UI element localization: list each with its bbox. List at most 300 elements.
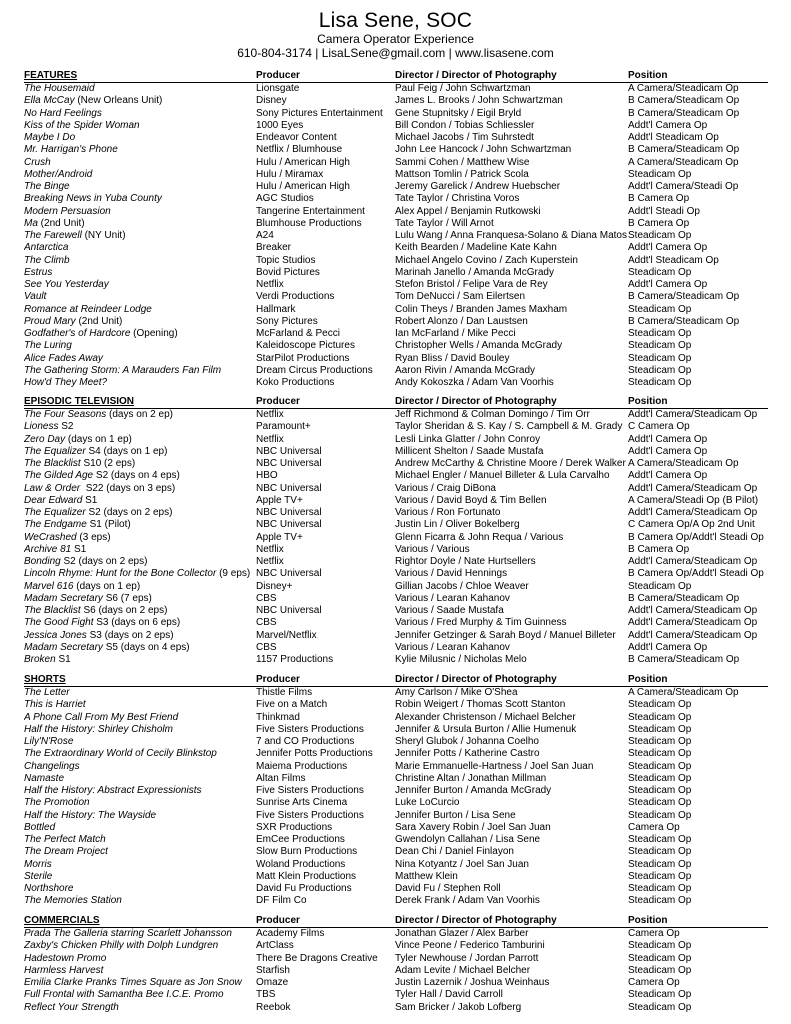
credit-producer: Hulu / American High — [256, 181, 350, 192]
credit-row — [24, 736, 768, 748]
credit-position: Addt'l Camera/Steadi Op — [628, 181, 739, 192]
credit-director: Christopher Wells / Amanda McGrady — [395, 340, 563, 352]
credit-position: Steadicam Op — [628, 834, 692, 845]
credit-title: Full Frontal with Samantha Bee I.C.E. Promo — [24, 989, 224, 1001]
credit-note: (New Orleans Unit) — [74, 95, 163, 107]
credit-title-cell — [24, 458, 252, 470]
credit-producer: Tangerine Entertainment — [256, 205, 365, 217]
credit-position: B Camera/Steadicam Op — [628, 107, 740, 119]
resume-subtitle: Camera Operator Experience — [317, 32, 474, 46]
credit-director: Gwendolyn Callahan / Lisa Sene — [395, 834, 541, 845]
credit-row — [24, 279, 768, 291]
credit-director: John Lee Hancock / John Schwartzman — [395, 144, 572, 156]
credit-title-cell — [24, 353, 252, 365]
credit-row — [24, 267, 768, 279]
credit-director: Michael Jacobs / Tim Suhrstedt — [395, 132, 534, 143]
credit-title-cell — [24, 895, 252, 907]
credit-director: Rightor Doyle / Nate Hurtsellers — [395, 556, 536, 567]
credit-director: Jennifer Potts / Katherine Castro — [395, 748, 540, 760]
credit-row — [24, 365, 768, 377]
credit-producer: There Be Dragons Creative — [256, 952, 378, 964]
credit-title: Hadestown Promo — [24, 952, 107, 964]
credit-director: Alexander Christenson / Michael Belcher — [395, 711, 576, 723]
credit-note: (days on 1 ep) — [65, 433, 132, 445]
credit-producer: Five Sisters Productions — [256, 723, 364, 735]
credit-producer: Blumhouse Productions — [256, 217, 362, 229]
credit-position: Steadicam Op — [628, 809, 692, 821]
credit-director: Colin Theys / Branden James Maxham — [395, 303, 568, 315]
credit-position: Camera Op — [628, 928, 680, 939]
credit-producer: 1157 Productions — [256, 654, 334, 665]
credit-row — [24, 316, 768, 328]
credit-producer: Netflix — [256, 556, 284, 567]
credit-title-cell — [24, 834, 252, 846]
credit-row — [24, 724, 768, 736]
credit-title: Law & Order — [24, 482, 81, 494]
credit-position: Steadicam Op — [628, 883, 692, 894]
credit-row — [24, 483, 768, 495]
column-producer: Producer — [256, 674, 300, 685]
credit-row — [24, 328, 768, 340]
credit-title-cell — [24, 169, 252, 181]
credit-row — [24, 340, 768, 352]
credit-title: Half the History: Abstract Expressionists — [24, 785, 202, 796]
credit-note: S10 (2 eps) — [80, 458, 136, 469]
credit-title-cell — [24, 340, 252, 352]
credit-position: Addt'l Camera/Steadicam Op — [628, 482, 758, 494]
credit-title: The Equalizer — [24, 507, 86, 518]
credit-title: Madam Secretary — [24, 592, 103, 604]
credit-director: Sam Bricker / Jakob Lofberg — [395, 1001, 522, 1013]
credit-director: Various / Learan Kahanov — [395, 592, 510, 604]
credit-title: The Blacklist — [24, 605, 81, 616]
credit-position: Steadicam Op — [628, 1001, 692, 1013]
credit-title-cell — [24, 568, 252, 580]
credit-title: Broken — [24, 654, 56, 665]
credit-row — [24, 883, 768, 895]
credit-producer: Disney+ — [256, 580, 293, 592]
column-position: Position — [628, 396, 668, 407]
credit-row — [24, 642, 768, 654]
credit-title-cell — [24, 977, 252, 989]
credit-row — [24, 132, 768, 144]
credit-note: S2 — [58, 421, 74, 433]
credit-title-cell — [24, 581, 252, 593]
section-commercials — [24, 915, 768, 1014]
credit-title: Sterile — [24, 870, 53, 882]
credit-director: James L. Brooks / John Schwartzman — [395, 95, 563, 107]
credit-title: The Binge — [24, 181, 70, 192]
credit-position: Addt'l Camera/Steadicam Op — [628, 556, 758, 567]
credit-title-cell — [24, 883, 252, 895]
credit-producer: Netflix — [256, 543, 284, 555]
credit-title: Modern Persuasion — [24, 205, 111, 217]
credit-position: Addt'l Steadicam Op — [628, 254, 719, 266]
credit-title-cell — [24, 193, 252, 205]
credit-producer: NBC Universal — [256, 445, 322, 457]
credit-position: Steadicam Op — [628, 952, 692, 964]
column-director: Director / Director of Photography — [395, 674, 557, 685]
contact-line: 610-804-3174 | LisaLSene@gmail.com | www.lisasene.com — [237, 46, 554, 60]
column-director: Director / Director of Photography — [395, 915, 557, 926]
credit-director: Justin Lazernik / Joshua Weinhaus — [395, 977, 550, 988]
credit-director: Jennifer & Ursula Burton / Allie Humenuk — [395, 723, 577, 735]
credit-producer: EmCee Productions — [256, 834, 345, 845]
credit-position: Steadicam Op — [628, 895, 692, 907]
credit-row — [24, 556, 768, 568]
credit-producer: Five on a Match — [256, 699, 328, 711]
credit-row — [24, 206, 768, 218]
credit-producer: Hulu / American High — [256, 156, 350, 168]
credit-title: Namaste — [24, 772, 65, 784]
credit-producer: Slow Burn Productions — [256, 846, 358, 858]
credit-title-cell — [24, 965, 252, 977]
credit-position: B Camera Op — [628, 543, 690, 555]
credit-director: Bill Condon / Tobias Schliessler — [395, 119, 535, 131]
credit-director: Lulu Wang / Anna Franquesa-Solano & Diana Matos — [395, 230, 627, 241]
credit-position: Steadicam Op — [628, 328, 692, 339]
section-title: EPISODIC TELEVISION — [24, 396, 135, 407]
credit-producer: AGC Studios — [256, 193, 314, 205]
credit-director: Various / Ron Fortunato — [395, 507, 501, 518]
credit-title: The Dream Project — [24, 846, 108, 858]
credit-position: Steadicam Op — [628, 168, 692, 180]
credit-row — [24, 409, 768, 421]
credit-producer: Maiema Productions — [256, 760, 348, 772]
credit-title-cell — [24, 446, 252, 458]
credit-title: The Luring — [24, 340, 72, 352]
credit-title: The Climb — [24, 254, 70, 266]
credit-position: Steadicam Op — [628, 711, 692, 723]
credit-title-cell — [24, 304, 252, 316]
credit-producer: Academy Films — [256, 928, 325, 939]
credit-position: Addt'l Camera/Steadicam Op — [628, 409, 758, 420]
credit-title-cell — [24, 748, 252, 760]
credit-title-cell — [24, 761, 252, 773]
credit-position: Steadicam Op — [628, 858, 692, 870]
credit-row — [24, 1002, 768, 1014]
credit-title-cell — [24, 421, 252, 433]
credit-director: Justin Lin / Oliver Bokelberg — [395, 519, 520, 531]
credit-producer: NBC Universal — [256, 568, 322, 580]
credit-title: Mr. Harrigan's Phone — [24, 144, 118, 156]
credit-producer: Koko Productions — [256, 377, 335, 388]
credit-producer: Sunrise Arts Cinema — [256, 797, 348, 809]
column-position: Position — [628, 674, 668, 685]
credit-position: A Camera/Steadicam Op — [628, 83, 739, 94]
credit-position: Steadicam Op — [628, 723, 692, 735]
credit-note: (Opening) — [130, 328, 178, 339]
credit-producer: Woland Productions — [256, 858, 346, 870]
credit-title: Bottled — [24, 821, 56, 833]
credit-director: Kylie Milusnic / Nicholas Melo — [395, 654, 527, 665]
credit-row — [24, 230, 768, 242]
section-header — [24, 915, 768, 928]
credit-title: Mother/Android — [24, 168, 93, 180]
credit-director: Jennifer Getzinger & Sarah Boyd / Manuel Billeter — [395, 629, 616, 641]
credit-title: The Extraordinary World of Cecily Blinkstop — [24, 748, 217, 760]
credit-director: Various / Fred Murphy & Tim Guinness — [395, 617, 567, 629]
credit-row — [24, 989, 768, 1001]
credit-row — [24, 458, 768, 470]
credit-row — [24, 255, 768, 267]
credit-row — [24, 377, 768, 389]
credit-title-cell — [24, 605, 252, 617]
credit-note: (9 eps) — [216, 568, 251, 580]
credit-title: Half the History: Shirley Chisholm — [24, 723, 173, 735]
credit-title: This is Harriet — [24, 699, 86, 711]
credit-position: Steadicam Op — [628, 772, 692, 784]
credit-producer: Netflix — [256, 409, 284, 420]
credit-title: Kiss of the Spider Woman — [24, 119, 140, 131]
credit-row — [24, 169, 768, 181]
credit-title: Zero Day — [24, 433, 66, 445]
credit-row — [24, 495, 768, 507]
credit-position: Steadicam Op — [628, 964, 692, 976]
credit-director: Marie Emmanuelle-Hartness / Joel San Juan — [395, 760, 594, 772]
credit-row — [24, 593, 768, 605]
credit-position: Addt'l Camera/Steadicam Op — [628, 605, 758, 616]
credit-title-cell — [24, 291, 252, 303]
credit-row — [24, 507, 768, 519]
credit-title-cell — [24, 83, 252, 95]
credit-row — [24, 421, 768, 433]
credit-director: Mattson Tomlin / Patrick Scola — [395, 168, 529, 180]
credit-title-cell — [24, 206, 252, 218]
column-position: Position — [628, 70, 668, 81]
credit-position: B Camera Op — [628, 193, 690, 205]
credit-director: Matthew Klein — [395, 870, 458, 882]
credit-position: A Camera/Steadicam Op — [628, 458, 739, 469]
credit-director: Luke LoCurcio — [395, 797, 460, 809]
credit-row — [24, 605, 768, 617]
section-rows — [24, 83, 768, 389]
credit-title: A Phone Call From My Best Friend — [24, 711, 179, 723]
credit-producer: NBC Universal — [256, 605, 322, 616]
credit-position: B Camera Op — [628, 217, 690, 229]
credit-position: Steadicam Op — [628, 230, 692, 241]
credit-position: Addt'l Steadi Op — [628, 205, 700, 217]
credit-title: The Housemaid — [24, 83, 95, 94]
credit-director: Taylor Sheridan & S. Kay / S. Campbell & M. Grady — [395, 421, 623, 433]
credit-position: Addt'l Camera/Steadicam Op — [628, 507, 758, 518]
credit-row — [24, 532, 768, 544]
credit-director: Various / Learan Kahanov — [395, 641, 510, 653]
credit-row — [24, 304, 768, 316]
credit-title-cell — [24, 532, 252, 544]
credit-position: Steadicam Op — [628, 377, 692, 388]
credit-position: Steadicam Op — [628, 989, 692, 1001]
credit-note: S1 (Pilot) — [86, 519, 131, 531]
credit-row — [24, 544, 768, 556]
credit-position: Addt'l Camera/Steadicam Op — [628, 629, 758, 641]
credit-note: (days on 2 ep) — [106, 409, 173, 420]
credit-title: Jessica Jones — [24, 629, 87, 641]
credit-director: Various / Saade Mustafa — [395, 605, 504, 616]
section-title: SHORTS — [24, 674, 66, 685]
credit-director: Sammi Cohen / Matthew Wise — [395, 156, 530, 168]
credit-director: Jonathan Glazer / Alex Barber — [395, 928, 529, 939]
credit-row — [24, 940, 768, 952]
credit-row — [24, 581, 768, 593]
credit-position: Steadicam Op — [628, 266, 692, 278]
credit-title: The Equalizer — [24, 445, 86, 457]
credit-producer: Dream Circus Productions — [256, 364, 373, 376]
column-director: Director / Director of Photography — [395, 396, 557, 407]
credit-row — [24, 83, 768, 95]
section-title: COMMERCIALS — [24, 915, 100, 926]
credit-position: Steadicam Op — [628, 760, 692, 772]
credit-producer: 1000 Eyes — [256, 119, 304, 131]
credit-position: Steadicam Op — [628, 580, 692, 592]
credit-title: Lioness — [24, 421, 59, 433]
credit-row — [24, 712, 768, 724]
credit-producer: Hallmark — [256, 303, 296, 315]
credit-director: Marinah Janello / Amanda McGrady — [395, 266, 554, 278]
credit-note: S4 (days on 1 ep) — [85, 445, 168, 457]
credit-title-cell — [24, 267, 252, 279]
credit-row — [24, 120, 768, 132]
credit-title-cell — [24, 556, 252, 568]
credit-producer: 7 and CO Productions — [256, 736, 355, 747]
credit-title: Ma — [24, 217, 38, 229]
credit-title: The Blacklist — [24, 458, 81, 469]
credit-director: Sara Xavery Robin / Joel San Juan — [395, 821, 551, 833]
credit-position: Addt'l Camera Op — [628, 279, 708, 290]
credit-title-cell — [24, 687, 252, 699]
resume-header — [0, 0, 791, 60]
section-episodic-television — [24, 396, 768, 666]
credit-row — [24, 953, 768, 965]
credit-position: B Camera/Steadicam Op — [628, 592, 740, 604]
credit-director: David Fu / Stephen Roll — [395, 883, 501, 894]
credit-title: Emilia Clarke Pranks Times Square as Jon Snow — [24, 977, 242, 988]
credit-director: Tyler Newhouse / Jordan Parrott — [395, 952, 539, 964]
credit-row — [24, 699, 768, 711]
credit-title-cell — [24, 132, 252, 144]
credit-row — [24, 773, 768, 785]
credit-producer: Apple TV+ — [256, 494, 303, 506]
credit-director: Vince Peone / Federico Tamburini — [395, 940, 545, 952]
credit-producer: CBS — [256, 592, 277, 604]
credit-title-cell — [24, 654, 252, 666]
credit-director: Various / David Boyd & Tim Bellen — [395, 494, 547, 506]
credit-position: Steadicam Op — [628, 352, 692, 364]
credit-row — [24, 785, 768, 797]
credit-title-cell — [24, 108, 252, 120]
credit-producer: CBS — [256, 641, 277, 653]
credit-director: Jeff Richmond & Colman Domingo / Tim Orr — [395, 409, 590, 420]
credit-producer: Starfish — [256, 964, 290, 976]
credit-row — [24, 797, 768, 809]
credit-title: Godfather's of Hardcore — [24, 328, 131, 339]
credit-title-cell — [24, 712, 252, 724]
credit-title: Changelings — [24, 760, 80, 772]
credit-producer: Altan Films — [256, 772, 306, 784]
credit-producer: Netflix / Blumhouse — [256, 144, 343, 156]
credit-position: Steadicam Op — [628, 699, 692, 711]
credit-note: S1 — [71, 543, 87, 555]
credit-director: Robert Alonzo / Dan Laustsen — [395, 315, 528, 327]
credit-row — [24, 519, 768, 531]
credit-title: Northshore — [24, 883, 74, 894]
credit-title-cell — [24, 593, 252, 605]
credit-position: Addt'l Camera/Steadicam Op — [628, 617, 758, 629]
credit-director: Andrew McCarthy & Christine Moore / Derek Walker — [395, 458, 626, 469]
credit-title-cell — [24, 157, 252, 169]
credit-position: Steadicam Op — [628, 870, 692, 882]
credit-title-cell — [24, 507, 252, 519]
credit-producer: NBC Universal — [256, 507, 322, 518]
credit-row — [24, 895, 768, 907]
credit-producer: Endeavor Content — [256, 132, 337, 143]
credit-position: Addt'l Camera Op — [628, 119, 708, 131]
credit-title-cell — [24, 1002, 252, 1014]
credit-producer: McFarland & Pecci — [256, 328, 340, 339]
column-director: Director / Director of Photography — [395, 70, 557, 81]
credit-producer: Lionsgate — [256, 83, 300, 94]
credit-position: Camera Op — [628, 977, 680, 988]
section-rows — [24, 928, 768, 1014]
credit-director: Amy Carlson / Mike O'Shea — [395, 687, 518, 698]
credit-title: How'd They Meet? — [24, 377, 108, 388]
credit-director: Gillian Jacobs / Chloe Weaver — [395, 580, 529, 592]
credit-director: Jeremy Garelick / Andrew Huebscher — [395, 181, 561, 192]
credit-director: Tyler Hall / David Carroll — [395, 989, 503, 1001]
credit-position: C Camera Op — [628, 421, 690, 433]
credit-title-cell — [24, 255, 252, 267]
credit-title: Alice Fades Away — [24, 352, 103, 364]
credit-producer: Breaker — [256, 242, 292, 254]
credit-position: Steadicam Op — [628, 303, 692, 315]
credit-director: Ian McFarland / Mike Pecci — [395, 328, 516, 339]
section-header — [24, 396, 768, 409]
credit-director: Sheryl Glubok / Johanna Coelho — [395, 736, 539, 747]
credit-title-cell — [24, 365, 252, 377]
credit-director: Tom DeNucci / Sam Eilertsen — [395, 291, 526, 303]
credit-title-cell — [24, 519, 252, 531]
credit-title: The Gathering Storm: A Marauders Fan Film — [24, 364, 222, 376]
credit-producer: DF Film Co — [256, 895, 307, 907]
credit-director: Various / David Hennings — [395, 568, 508, 580]
column-producer: Producer — [256, 396, 300, 407]
credit-title: The Four Seasons — [24, 409, 107, 420]
credit-title-cell — [24, 797, 252, 809]
credit-producer: StarPilot Productions — [256, 352, 350, 364]
credit-title: Antarctica — [24, 242, 69, 254]
credit-row — [24, 218, 768, 230]
credit-title: Half the History: The Wayside — [24, 809, 157, 821]
credit-director: Michael Angelo Covino / Zach Kuperstein — [395, 254, 578, 266]
credit-title: The Promotion — [24, 797, 90, 809]
credit-title-cell — [24, 230, 252, 242]
credit-title-cell — [24, 218, 252, 230]
section-shorts — [24, 674, 768, 908]
credit-producer: NBC Universal — [256, 458, 322, 469]
column-position: Position — [628, 915, 668, 926]
credit-note: S2 (days on 2 eps) — [60, 556, 148, 567]
credit-title-cell — [24, 483, 252, 495]
credit-title-cell — [24, 617, 252, 629]
credit-title: Lily'N'Rose — [24, 736, 74, 747]
credit-row — [24, 617, 768, 629]
credit-director: Michael Engler / Manuel Billeter & Lula Carvalho — [395, 470, 610, 482]
credit-title-cell — [24, 328, 252, 340]
credit-title: No Hard Feelings — [24, 107, 102, 119]
credit-title: Prada The Galleria starring Scarlett Johansson — [24, 928, 232, 939]
credit-note: S6 (7 eps) — [102, 592, 152, 604]
credit-row — [24, 630, 768, 642]
